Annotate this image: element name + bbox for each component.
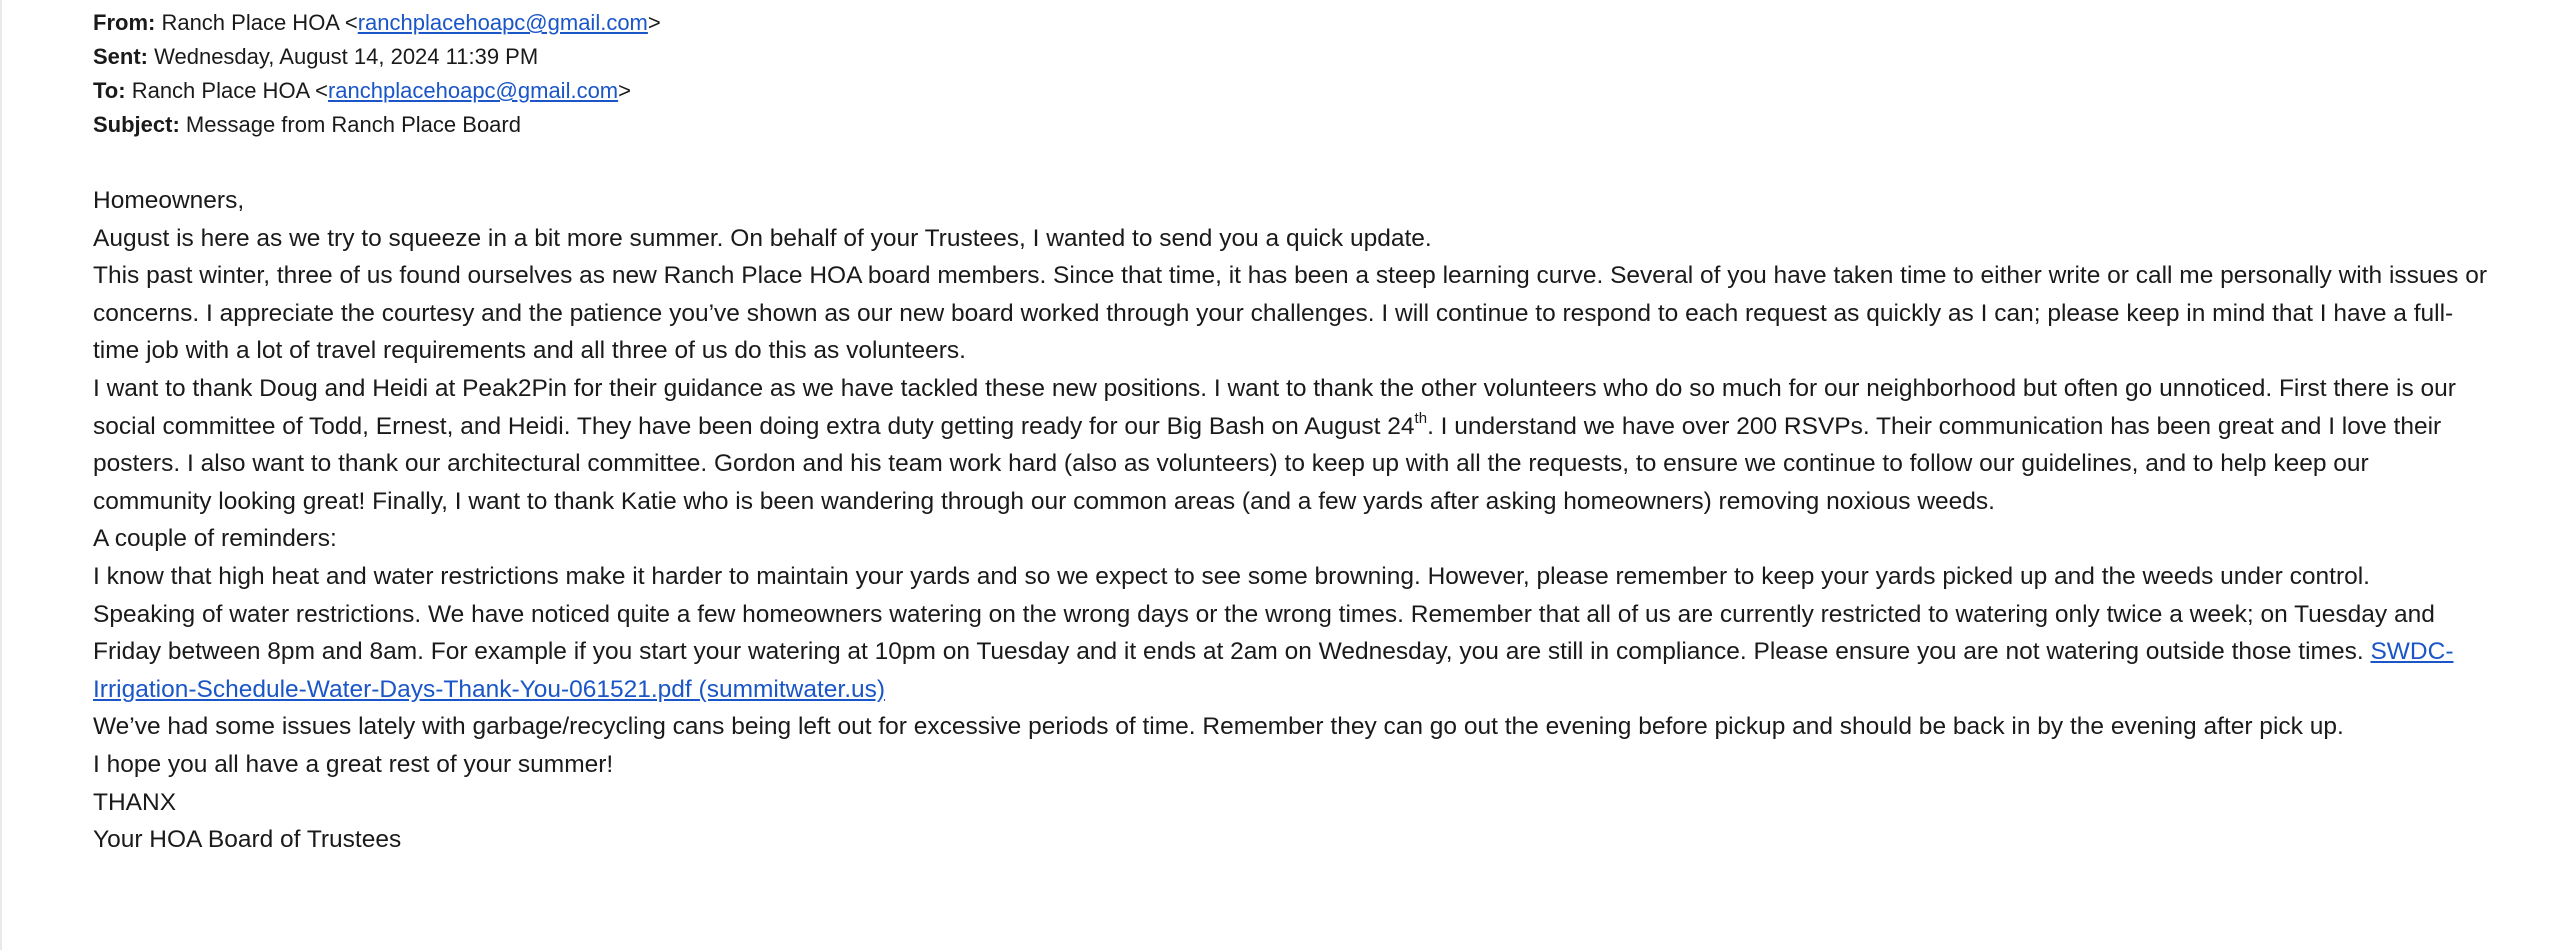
from-name: Ranch Place HOA < — [161, 10, 358, 35]
from-line — [93, 6, 2493, 40]
reminders-heading: A couple of reminders: — [93, 525, 337, 553]
to-name: Ranch Place HOA < — [131, 78, 328, 103]
irrigation-schedule-link[interactable]: SWDC-Irrigation-Schedule-Water-Days-Thank-You-061521.pdf (summitwater.us) — [93, 638, 2454, 703]
from-label: From: — [93, 10, 156, 35]
subject-value: Message from Ranch Place Board — [185, 112, 521, 137]
window-left-edge — [0, 0, 2, 950]
thanks-text-1: I want to thank Doug and Heidi at Peak2Pin for their guidance as we have tackled these new positions. I want to thank the other volunteers who do so much for our neighborhood but often go unnoticed. First there is our social committee of Todd, Ernest, and Heidi. They have been doing extra duty getting ready for our Big Bash on August 24 — [93, 374, 2456, 440]
water-text: Speaking of water restrictions. We have noticed quite a few homeowners watering on the wrong days or the wrong times. Remember that all of us are currently restricted to watering only twice a week; on Tuesday and Friday between 8pm and 8am. For example if you start your watering at 10pm on Tuesday and it ends at 2am on Wednesday, you are still in compliance. Please ensure you are not watering outside those times. — [93, 600, 2435, 666]
to-line — [93, 74, 2493, 108]
to-close: > — [618, 78, 631, 103]
sent-label: Sent: — [93, 44, 148, 69]
greeting: Homeowners, — [93, 187, 245, 214]
signoff: THANX — [93, 788, 177, 816]
sent-value: Wednesday, August 14, 2024 11:39 PM — [154, 44, 539, 69]
from-email-link[interactable]: ranchplacehoapc@gmail.com — [357, 10, 648, 35]
to-email-link[interactable]: ranchplacehoapc@gmail.com — [327, 78, 619, 103]
email-body — [93, 182, 2493, 859]
sent-line — [93, 40, 2493, 74]
paragraph-intro: August is here as we try to squeeze in a bit more summer. On behalf of your Trustees, I wanted to send you a quick update. — [93, 224, 1432, 252]
paragraph-closing: I hope you all have a great rest of your summer! — [93, 750, 614, 778]
email-header — [93, 0, 2493, 142]
subject-label: Subject: — [93, 112, 180, 137]
thanks-text-2: . I understand we have over 200 RSVPs. Their communication has been great and I love their posters. I also want to thank our architectural committee. Gordon and his team work hard (also as volunteers) to keep up with all the requests, to ensure we continue to follow our guidelines, and to help keep our community looking great! Finally, I want to thank Katie who is been wandering through our common areas (and a few yards after asking homeowners) removing noxious weeds. — [93, 412, 2442, 515]
paragraph-yards: I know that high heat and water restrictions make it harder to maintain your yards and so we expect to see some browning. However, please remember to keep your yards picked up and the weeds under control. — [93, 562, 2370, 590]
signature: Your HOA Board of Trustees — [93, 826, 402, 854]
subject-line — [93, 108, 2493, 142]
to-label: To: — [93, 78, 126, 103]
paragraph-new-board: This past winter, three of us found ourselves as new Ranch Place HOA board members. Since that time, it has been a steep learning curve. Several of you have taken time to either write or call me personally with issues or concerns. I appreciate the courtesy and the patience you’ve shown as our new board worked through your challenges. I will continue to respond to each request as quickly as I can; please keep in mind that I have a full-time job with a lot of travel requirements and all three of us do this as volunteers. — [93, 262, 2488, 365]
paragraph-garbage: We’ve had some issues lately with garbage/recycling cans being left out for excessive periods of time. Remember they can go out the evening before pickup and should be back in by the evening after pick up. — [93, 713, 2344, 741]
from-close: > — [647, 10, 661, 35]
paragraph-water-restrictions — [93, 596, 2493, 709]
ordinal-suffix: th — [1414, 409, 1428, 427]
email-view — [93, 0, 2493, 859]
paragraph-thanks — [93, 370, 2493, 520]
